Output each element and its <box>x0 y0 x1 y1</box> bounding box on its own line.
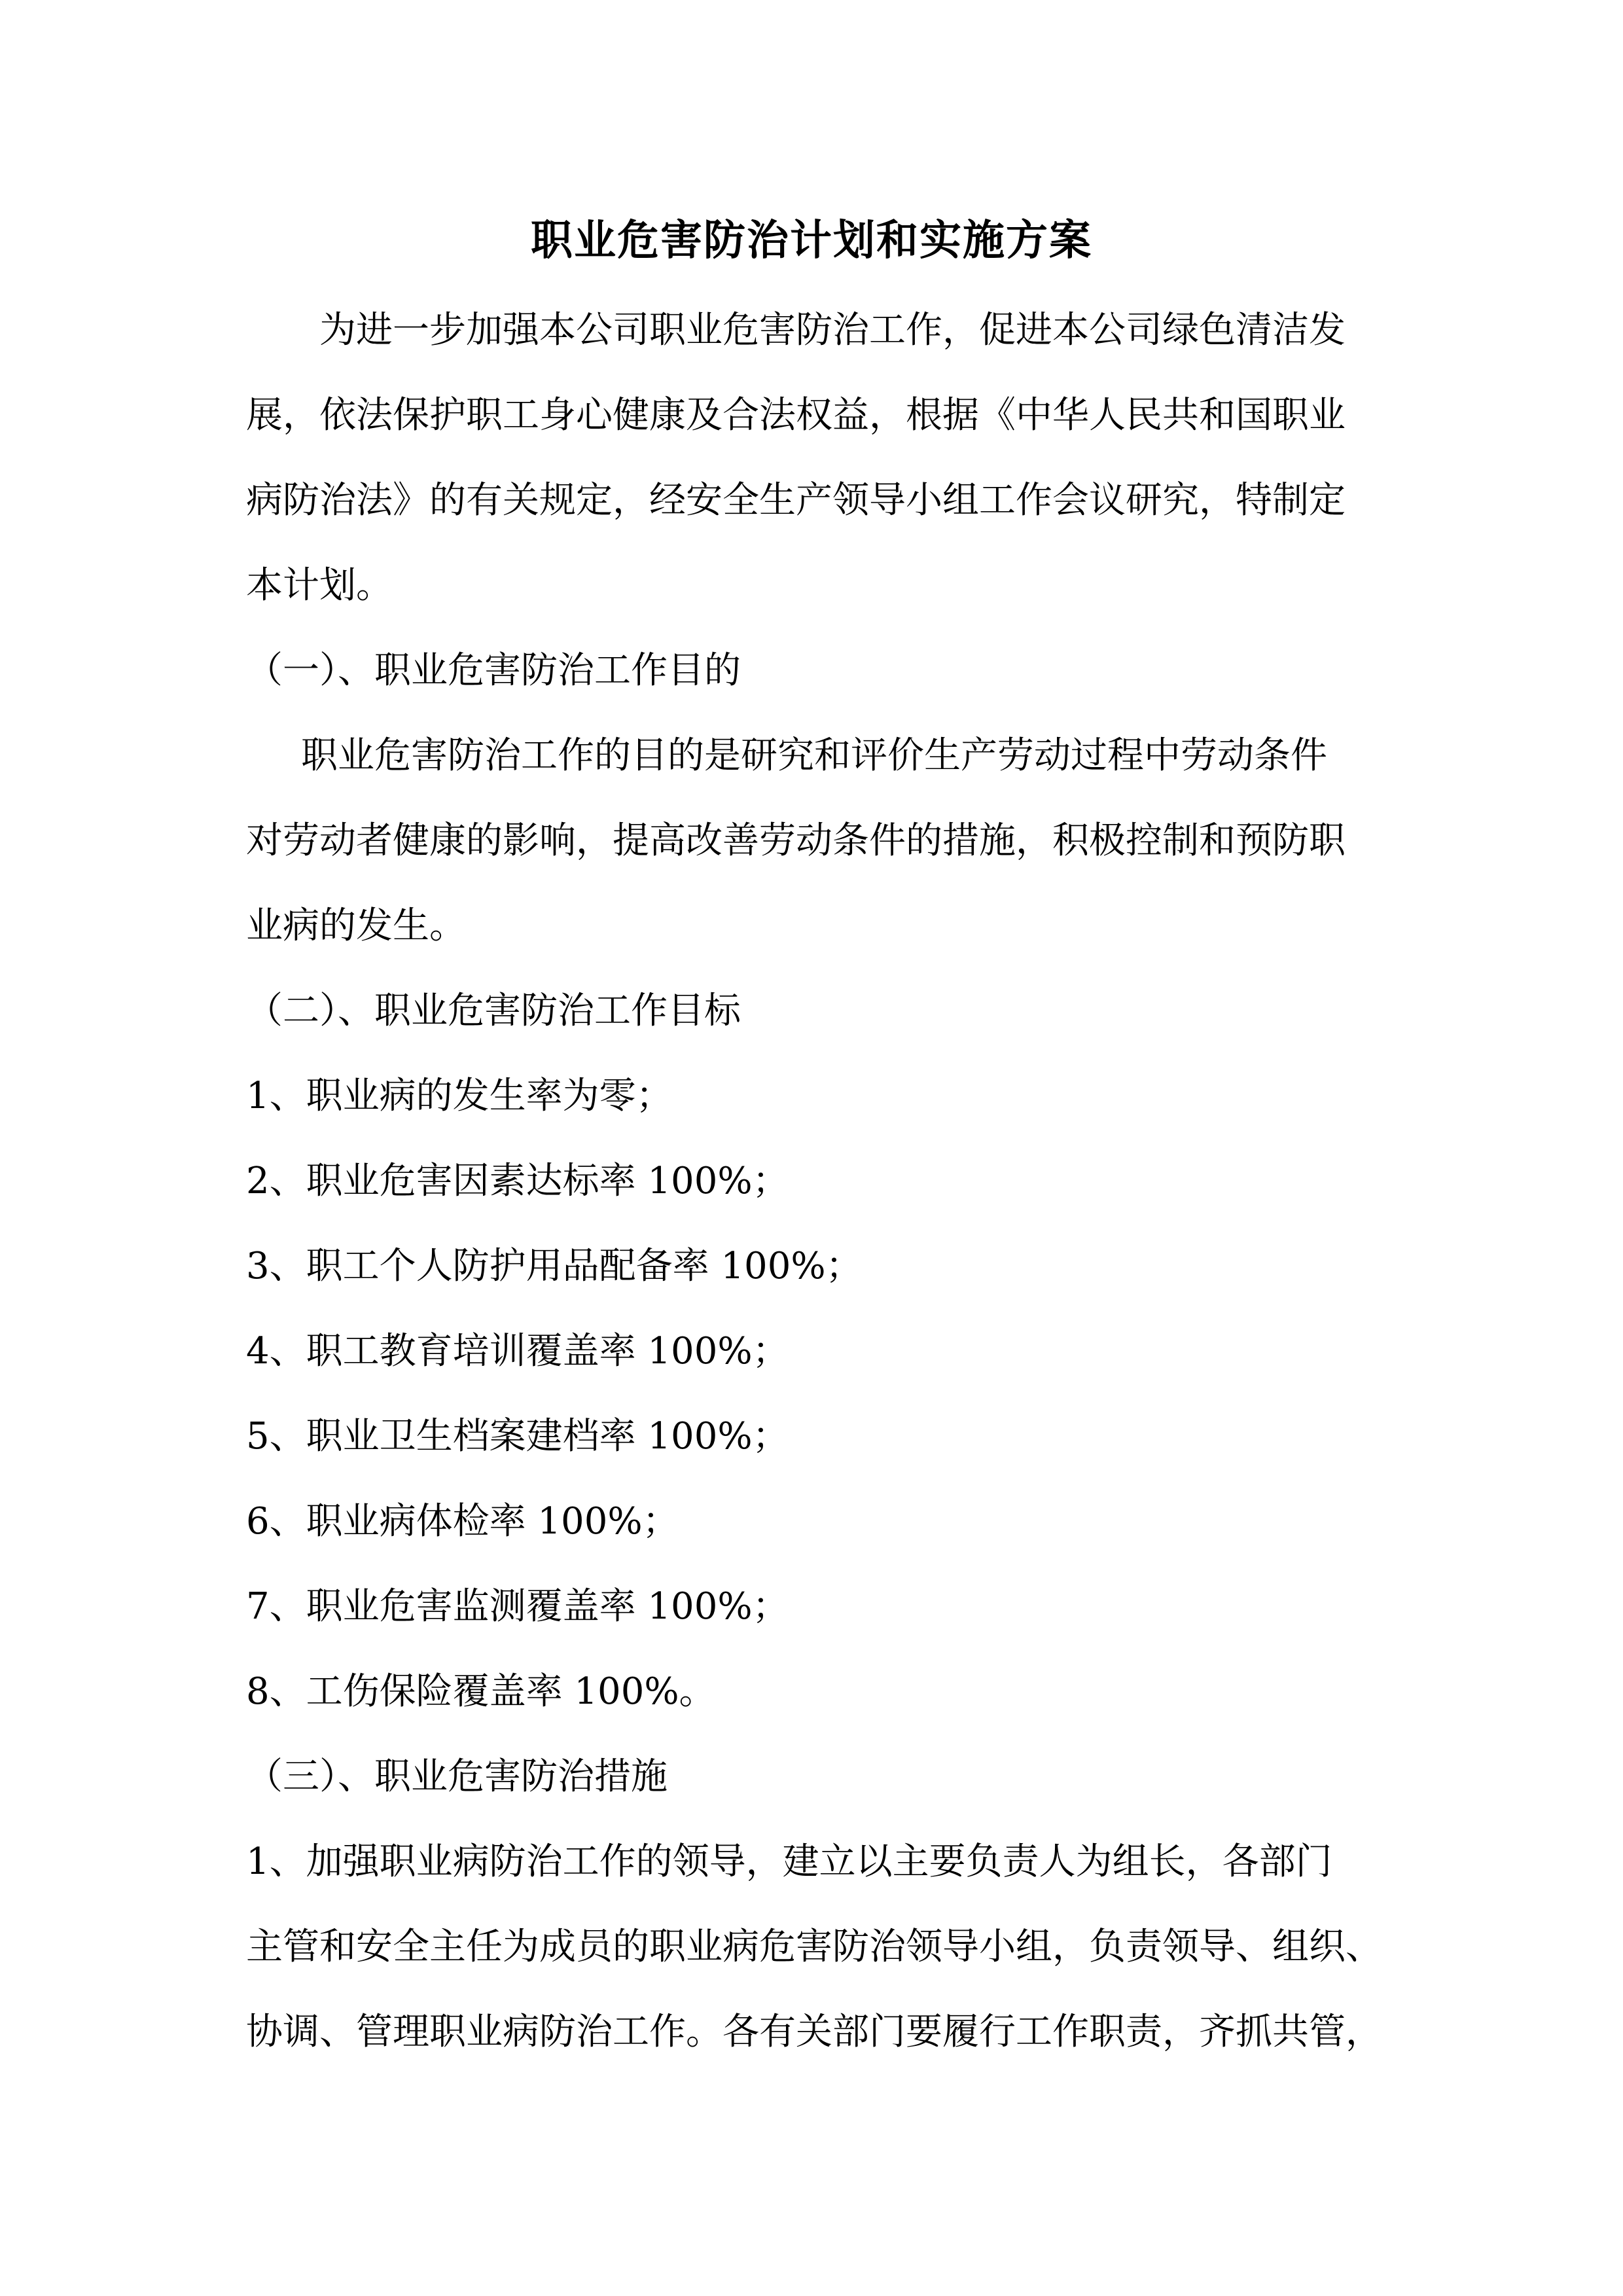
section-heading-measures: （三）、职业危害防治措施 <box>246 1755 668 1798</box>
section-heading-goals: （二）、职业危害防治工作目标 <box>246 990 741 1032</box>
goal-item-3: 3、职工个人防护用品配备率 100%； <box>246 1245 863 1287</box>
measure-line-2: 主管和安全主任为成员的职业病危害防治领导小组，负责领导、组织、 <box>246 1926 1382 1968</box>
goal-item-5: 5、职业卫生档案建档率 100%； <box>246 1415 789 1458</box>
intro-line-1: 为进一步加强本公司职业危害防治工作，促进本公司绿色清洁发 <box>319 309 1346 351</box>
intro-line-3: 病防治法》的有关规定，经安全生产领导小组工作会议研究，特制定 <box>246 479 1346 522</box>
purpose-line-3: 业病的发生。 <box>246 905 466 947</box>
goal-item-4: 4、职工教育培训覆盖率 100%； <box>246 1330 789 1372</box>
goal-item-6: 6、职业病体检率 100%； <box>246 1500 679 1543</box>
measure-line-1: 1、加强职业病防治工作的领导，建立以主要负责人为组长，各部门 <box>246 1840 1332 1883</box>
goal-item-8: 8、工伤保险覆盖率 100%。 <box>246 1670 716 1713</box>
section-heading-purpose: （一）、职业危害防治工作目的 <box>246 649 741 692</box>
purpose-line-1: 职业危害防治工作的目的是研究和评价生产劳动过程中劳动条件 <box>301 734 1327 777</box>
goal-item-2: 2、职业危害因素达标率 100%； <box>246 1160 789 1202</box>
purpose-line-2: 对劳动者健康的影响，提高改善劳动条件的措施，积极控制和预防职 <box>246 819 1346 862</box>
intro-line-2: 展，依法保护职工身心健康及合法权益，根据《中华人民共和国职业 <box>246 394 1346 437</box>
goal-item-7: 7、职业危害监测覆盖率 100%； <box>246 1585 789 1628</box>
document-title: 职业危害防治计划和实施方案 <box>531 216 1092 265</box>
goal-item-1: 1、职业病的发生率为零； <box>246 1075 673 1117</box>
intro-line-4: 本计划。 <box>246 564 393 607</box>
measure-line-3: 协调、管理职业病防治工作。各有关部门要履行工作职责，齐抓共管， <box>246 2011 1382 2053</box>
